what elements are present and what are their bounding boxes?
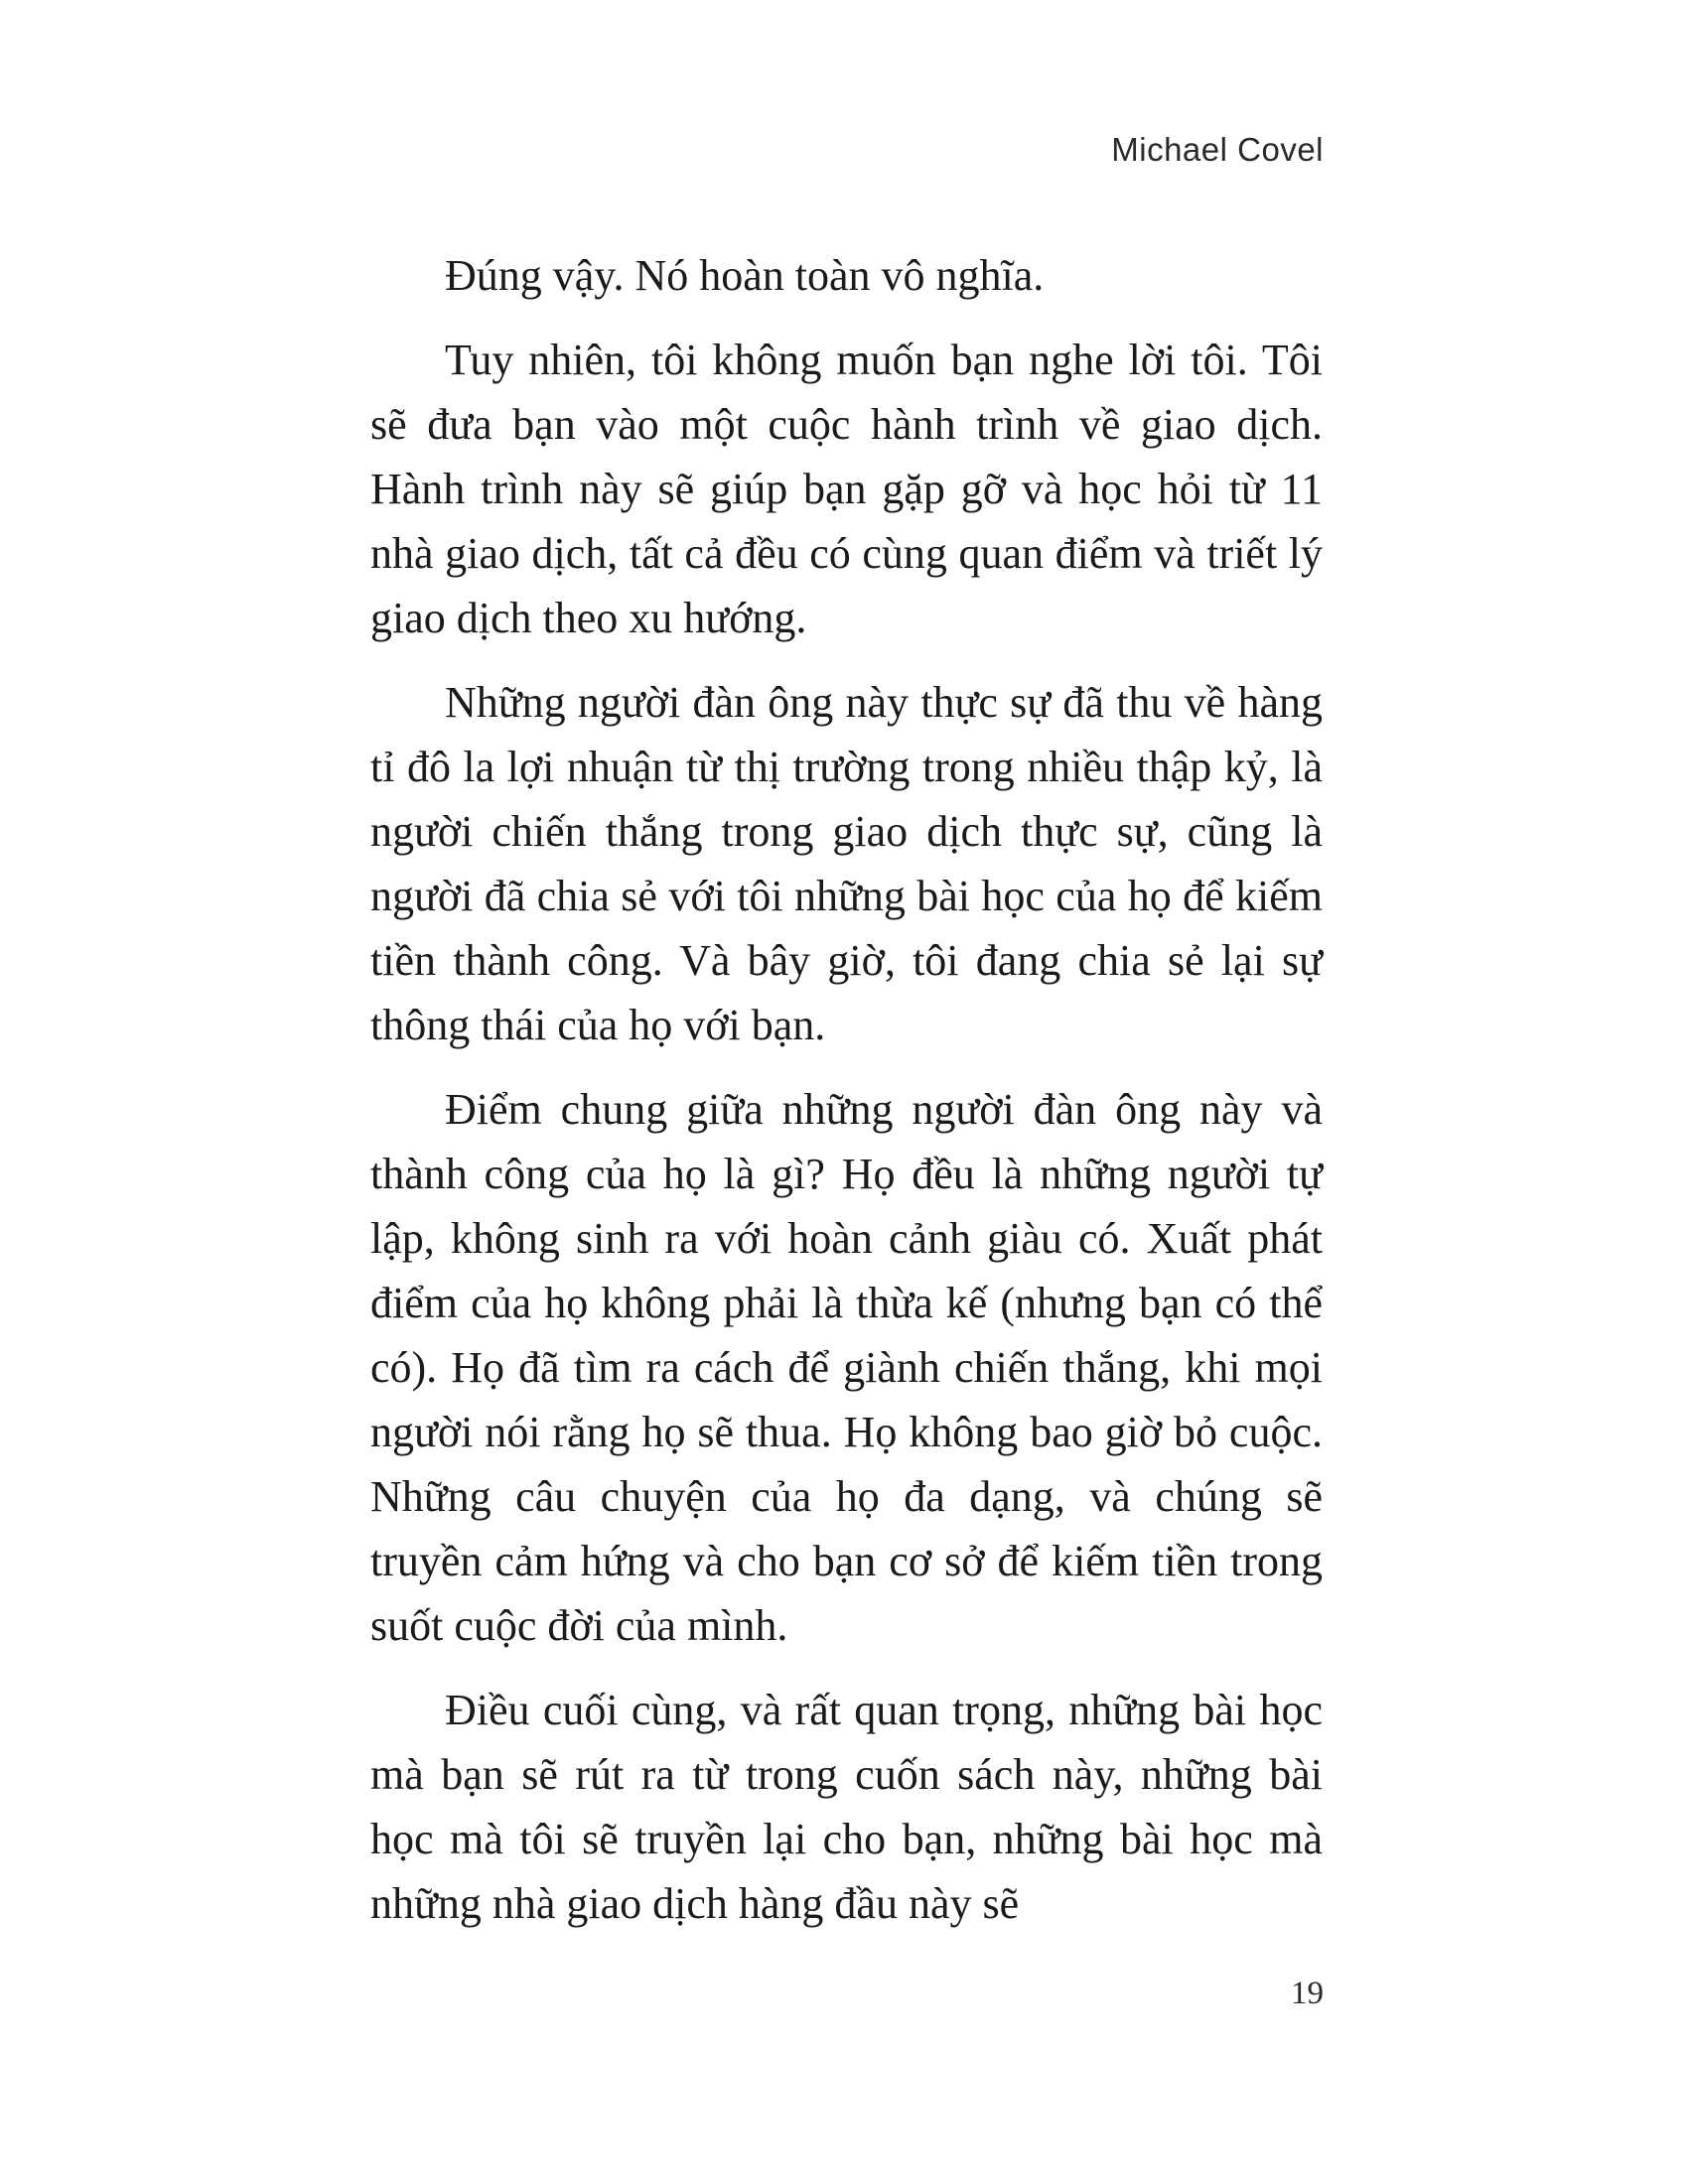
running-header-author: Michael Covel (1111, 131, 1324, 168)
body-text (370, 243, 1323, 1956)
paragraph-2: Tuy nhiên, tôi không muốn bạn nghe lời tôi. Tôi sẽ đưa bạn vào một cuộc hành trình về giao dịch. Hành trình này sẽ giúp bạn gặp gỡ và học hỏi từ 11 nhà giao dịch, tất cả đều có cùng quan điểm và triết lý giao dịch theo xu hướng. (370, 336, 1323, 642)
paragraph-1: Đúng vậy. Nó hoàn toàn vô nghĩa. (445, 251, 1045, 300)
page-number: 19 (1291, 1976, 1324, 2011)
paragraph-5: Điều cuối cùng, và rất quan trọng, những bài học mà bạn sẽ rút ra từ trong cuốn sách này, những bài học mà tôi sẽ truyền lại cho bạn, những bài học mà những nhà giao dịch hàng đầu này sẽ (370, 1686, 1323, 1928)
paragraph-4: Điểm chung giữa những người đàn ông này và thành công của họ là gì? Họ đều là những người tự lập, không sinh ra với hoàn cảnh giàu có. Xuất phát điểm của họ không phải là thừa kế (nhưng bạn có thể có). Họ đã tìm ra cách để giành chiến thắng, khi mọi người nói rằng họ sẽ thua. Họ không bao giờ bỏ cuộc. Những câu chuyện của họ đa dạng, và chúng sẽ truyền cảm hứng và cho bạn cơ sở để kiếm tiền trong suốt cuộc đời của mình. (370, 1085, 1323, 1650)
paragraph-3: Những người đàn ông này thực sự đã thu về hàng tỉ đô la lợi nhuận từ thị trường trong nhiều thập kỷ, là người chiến thắng trong giao dịch thực sự, cũng là người đã chia sẻ với tôi những bài học của họ để kiếm tiền thành công. Và bây giờ, tôi đang chia sẻ lại sự thông thái của họ với bạn. (370, 678, 1323, 1049)
